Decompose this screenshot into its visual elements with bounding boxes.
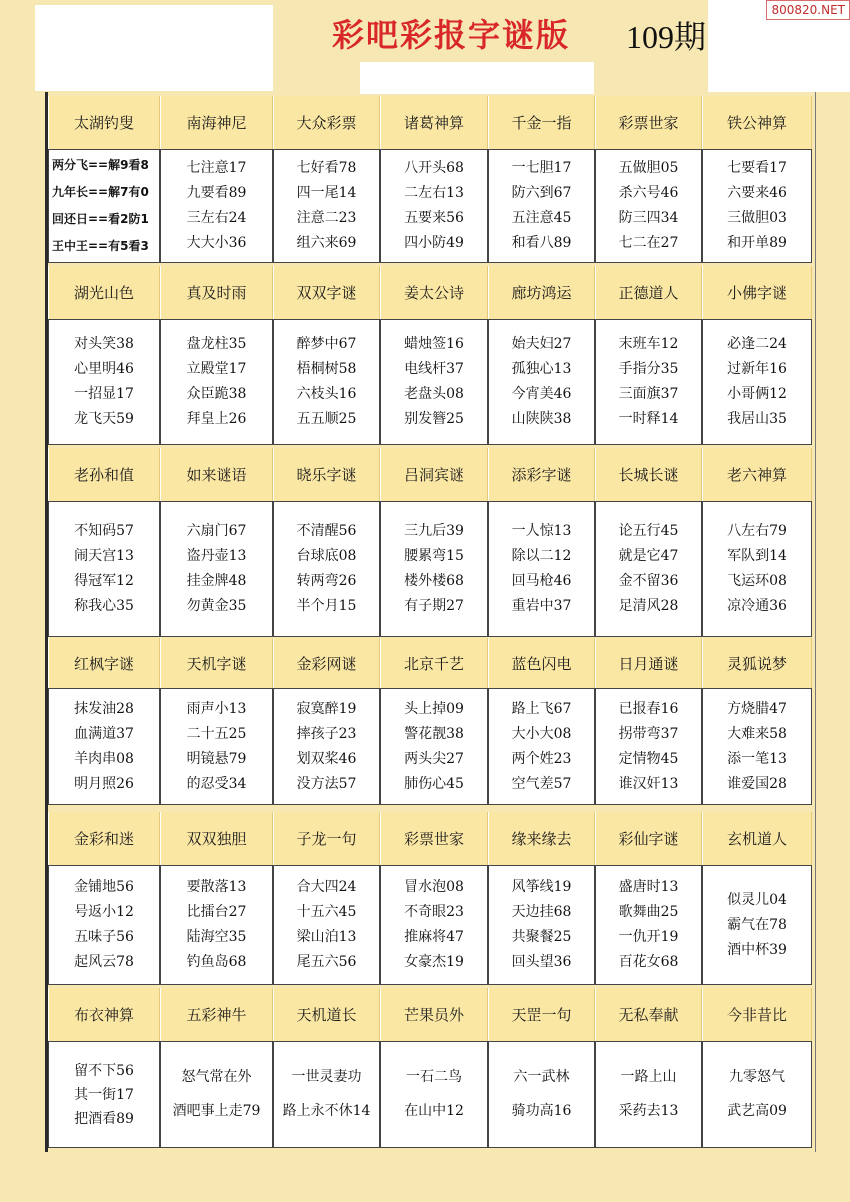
puzzle-line: 一石二鸟: [406, 1068, 462, 1085]
puzzle-line: 盛唐时13: [618, 879, 679, 895]
puzzle-cell: [595, 501, 702, 637]
puzzle-line: 一招显17: [74, 386, 134, 402]
puzzle-line: 一时释14: [618, 411, 679, 427]
puzzle-line: 电线杆37: [404, 361, 464, 377]
column-header: 老孙和值: [48, 448, 160, 501]
column-header: 天机道长: [273, 988, 380, 1041]
puzzle-line: 寂寞醉19: [296, 700, 357, 717]
column-header: 彩仙字谜: [595, 812, 702, 865]
column-header: 天罡一句: [488, 988, 595, 1041]
column-header: 小佛字谜: [702, 266, 812, 319]
puzzle-line: 和开单89: [727, 235, 787, 251]
puzzle-line: 五五顺25: [296, 411, 357, 427]
puzzle-line: 摔孩子23: [296, 725, 357, 742]
puzzle-line: 六枝头16: [296, 386, 357, 402]
puzzle-cell: [273, 319, 380, 445]
puzzle-line: 和看八89: [511, 235, 572, 251]
puzzle-line: 比擂台27: [186, 904, 247, 920]
puzzle-cell: [702, 688, 812, 805]
puzzle-cell: [380, 688, 488, 805]
puzzle-line: 其一街17: [74, 1086, 134, 1103]
puzzle-cell: [380, 1041, 488, 1148]
puzzle-line: 两头尖27: [404, 750, 464, 767]
puzzle-line: 定情物45: [618, 750, 679, 767]
puzzle-cell: [702, 865, 812, 985]
puzzle-cell: [595, 865, 702, 985]
column-header: 真及时雨: [160, 266, 273, 319]
puzzle-line: 对头笑38: [74, 336, 134, 352]
puzzle-line: 楼外楼68: [404, 573, 464, 589]
puzzle-line: 心里明46: [74, 361, 134, 377]
puzzle-line: 要散落13: [186, 879, 247, 895]
column-header: 大众彩票: [273, 96, 380, 149]
column-header: 红枫字谜: [48, 638, 160, 688]
column-header: 蓝色闪电: [488, 638, 595, 688]
puzzle-line: 防六到67: [511, 185, 572, 201]
puzzle-line: 谁汉奸13: [618, 775, 679, 792]
puzzle-cell: [488, 865, 595, 985]
puzzle-line: 始夫妇27: [511, 336, 572, 352]
puzzle-cell: [160, 1041, 273, 1148]
puzzle-cell: [160, 501, 273, 637]
puzzle-line: 似灵儿04: [727, 891, 787, 908]
column-header: 彩票世家: [380, 812, 488, 865]
puzzle-line: 不知码57: [74, 523, 134, 539]
puzzle-cell: [48, 149, 160, 263]
puzzle-line: 勿黄金35: [186, 598, 247, 614]
puzzle-line: 必逢二24: [727, 336, 787, 352]
column-header: 南海神尼: [160, 96, 273, 149]
column-header: 五彩神牛: [160, 988, 273, 1041]
puzzle-line: 起风云78: [74, 954, 134, 970]
puzzle-line: 称我心35: [74, 598, 134, 614]
puzzle-line: 四小防49: [404, 235, 464, 251]
puzzle-line: 羊肉串08: [74, 750, 134, 767]
column-header: 玄机道人: [702, 812, 812, 865]
puzzle-line: 血满道37: [74, 725, 134, 742]
puzzle-cell: [48, 865, 160, 985]
puzzle-line: 女豪杰19: [404, 954, 464, 970]
puzzle-line: 盘龙柱35: [186, 336, 247, 352]
puzzle-cell: [595, 688, 702, 805]
puzzle-line: 共聚餐25: [511, 929, 572, 945]
puzzle-line: 一人惊13: [511, 523, 572, 539]
puzzle-line: 百花女68: [618, 954, 679, 970]
puzzle-line: 的忍受34: [186, 775, 247, 792]
puzzle-line: 足清风28: [618, 598, 679, 614]
puzzle-line: 腰累弯15: [404, 548, 464, 564]
puzzle-line: 我居山35: [727, 411, 787, 427]
puzzle-cell: [48, 319, 160, 445]
puzzle-line: 蜡烛签16: [404, 336, 464, 352]
puzzle-line: 骑功高16: [511, 1103, 572, 1120]
column-header: 缘来缘去: [488, 812, 595, 865]
puzzle-line: 挂金牌48: [186, 573, 247, 589]
puzzle-line: 山陕陕38: [511, 411, 572, 427]
puzzle-line: 回还日==看2防1: [52, 212, 149, 226]
column-header: 长城长谜: [595, 448, 702, 501]
puzzle-line: 六要来46: [727, 185, 787, 201]
puzzle-cell: [48, 1041, 160, 1148]
puzzle-cell: [160, 865, 273, 985]
puzzle-line: 醉梦中67: [296, 336, 357, 352]
puzzle-line: 三左右24: [186, 210, 247, 226]
puzzle-cell: [702, 149, 812, 263]
puzzle-line: 二左右13: [404, 185, 464, 201]
puzzle-line: 防三四34: [618, 210, 679, 226]
puzzle-line: 三九后39: [404, 523, 464, 539]
column-header: 金彩和迷: [48, 812, 160, 865]
puzzle-cell: [273, 865, 380, 985]
column-header: 日月通谜: [595, 638, 702, 688]
puzzle-line: 不清醒56: [296, 523, 357, 539]
puzzle-line: 金铺地56: [74, 879, 134, 895]
puzzle-line: 回马枪46: [511, 573, 572, 589]
puzzle-line: 手指分35: [618, 361, 679, 377]
puzzle-cell: [380, 865, 488, 985]
puzzle-line: 天边挂68: [511, 904, 572, 920]
puzzle-cell: [380, 319, 488, 445]
puzzle-line: 十五六45: [296, 904, 357, 920]
column-header: 彩票世家: [595, 96, 702, 149]
puzzle-line: 孤独心13: [511, 361, 572, 377]
puzzle-line: 明月照26: [74, 775, 134, 792]
puzzle-line: 尾五六56: [296, 954, 357, 970]
puzzle-line: 武艺高09: [727, 1103, 787, 1120]
puzzle-line: 八开头68: [404, 160, 464, 176]
puzzle-line: 头上掉09: [404, 700, 464, 717]
puzzle-line: 立殿堂17: [186, 361, 247, 377]
puzzle-line: 六一武林: [513, 1068, 570, 1085]
column-header: 晓乐字谜: [273, 448, 380, 501]
puzzle-cell: [273, 688, 380, 805]
puzzle-line: 雨声小13: [186, 700, 247, 717]
puzzle-line: 注意二23: [296, 210, 357, 226]
puzzle-line: 转两弯26: [296, 573, 357, 589]
puzzle-cell: [488, 501, 595, 637]
puzzle-cell: [702, 501, 812, 637]
puzzle-line: 二十五25: [186, 725, 247, 742]
puzzle-line: 过新年16: [727, 361, 787, 377]
puzzle-line: 一世灵妻功: [291, 1068, 362, 1085]
puzzle-line: 盗丹壶13: [186, 548, 247, 564]
puzzle-line: 有子期27: [404, 598, 464, 614]
puzzle-cell: [488, 319, 595, 445]
puzzle-cell: [160, 149, 273, 263]
puzzle-cell: [273, 501, 380, 637]
column-header: 金彩网谜: [273, 638, 380, 688]
puzzle-line: 九要看89: [186, 185, 247, 201]
puzzle-line: 在山中12: [404, 1103, 464, 1120]
puzzle-line: 两分飞==解9看8: [52, 158, 149, 172]
puzzle-line: 闹天宫13: [74, 548, 134, 564]
puzzle-line: 五做胆05: [618, 160, 679, 176]
puzzle-line: 今宵美46: [511, 386, 572, 402]
puzzle-line: 拐带弯37: [618, 725, 679, 742]
puzzle-line: 酒中杯39: [727, 941, 787, 958]
puzzle-line: 重岩中37: [511, 598, 572, 614]
puzzle-line: 王中王==有5看3: [52, 239, 149, 253]
site-watermark: 800820.NET: [766, 0, 850, 20]
puzzle-line: 风筝线19: [511, 879, 572, 895]
puzzle-line: 七好看78: [296, 160, 357, 176]
puzzle-line: 九年长==解7有0: [52, 185, 149, 199]
puzzle-line: 留不下56: [74, 1062, 134, 1079]
puzzle-line: 众臣跪38: [186, 386, 247, 402]
puzzle-line: 得冠军12: [74, 573, 134, 589]
puzzle-line: 别发簪25: [404, 411, 464, 427]
puzzle-line: 七要看17: [727, 160, 787, 176]
page-title: 彩吧彩报字谜版: [332, 16, 571, 54]
puzzle-cell: [595, 149, 702, 263]
puzzle-cell: [160, 688, 273, 805]
column-header: 子龙一句: [273, 812, 380, 865]
puzzle-line: 拜皇上26: [186, 411, 247, 427]
column-header: 北京千艺: [380, 638, 488, 688]
puzzle-line: 肺伤心45: [404, 775, 464, 792]
puzzle-line: 七注意17: [186, 160, 247, 176]
column-header: 老六神算: [702, 448, 812, 501]
puzzle-line: 明镜悬79: [186, 750, 247, 767]
column-header: 正德道人: [595, 266, 702, 319]
puzzle-line: 一仇开19: [618, 929, 679, 945]
puzzle-line: 台球底08: [296, 548, 357, 564]
puzzle-line: 空气差57: [511, 775, 572, 792]
puzzle-line: 就是它47: [618, 548, 679, 564]
column-header: 灵狐说梦: [702, 638, 812, 688]
puzzle-line: 大难来58: [727, 725, 787, 742]
column-header: 如来谜语: [160, 448, 273, 501]
puzzle-line: 八左右79: [727, 523, 787, 539]
puzzle-line: 霸气在78: [727, 916, 787, 933]
puzzle-cell: [380, 149, 488, 263]
puzzle-cell: [702, 319, 812, 445]
column-header: 无私奉献: [595, 988, 702, 1041]
puzzle-line: 歌舞曲25: [618, 904, 679, 920]
puzzle-line: 没方法57: [296, 775, 357, 792]
puzzle-line: 添一笔13: [727, 750, 787, 767]
puzzle-line: 警花靓38: [404, 725, 464, 742]
puzzle-line: 采药去13: [618, 1103, 679, 1120]
puzzle-cell: [48, 501, 160, 637]
column-header: 双双字谜: [273, 266, 380, 319]
puzzle-cell: [273, 1041, 380, 1148]
puzzle-cell: [488, 149, 595, 263]
puzzle-line: 六扇门67: [186, 523, 247, 539]
column-header: 吕洞宾谜: [380, 448, 488, 501]
puzzle-line: 五味子56: [74, 929, 134, 945]
puzzle-line: 论五行45: [618, 523, 679, 539]
puzzle-cell: [702, 1041, 812, 1148]
puzzle-cell: [48, 688, 160, 805]
puzzle-cell: [380, 501, 488, 637]
puzzle-line: 老盘头08: [404, 386, 464, 402]
puzzle-cell: [488, 688, 595, 805]
puzzle-line: 军队到14: [727, 548, 787, 564]
puzzle-line: 七二在27: [618, 235, 679, 251]
column-header: 铁公神算: [702, 96, 812, 149]
top-left-blank: [35, 5, 273, 91]
puzzle-line: 除以二12: [511, 548, 572, 564]
puzzle-line: 半个月15: [296, 598, 357, 614]
puzzle-line: 钓鱼岛68: [186, 954, 247, 970]
puzzle-line: 酒吧事上走79: [172, 1103, 261, 1120]
puzzle-line: 凉冷通36: [727, 598, 787, 614]
puzzle-cell: [595, 319, 702, 445]
puzzle-line: 龙飞天59: [74, 411, 134, 427]
puzzle-line: 冒水泡08: [404, 879, 464, 895]
top-middle-blank: [360, 62, 594, 94]
puzzle-line: 小哥俩12: [727, 386, 787, 402]
puzzle-line: 方烧腊47: [727, 700, 787, 717]
column-header: 天机字谜: [160, 638, 273, 688]
puzzle-line: 一路上山: [620, 1068, 677, 1085]
column-header: 姜太公诗: [380, 266, 488, 319]
puzzle-line: 号返小12: [74, 904, 134, 920]
column-header: 布衣神算: [48, 988, 160, 1041]
puzzle-line: 陆海空35: [186, 929, 247, 945]
puzzle-line: 五注意45: [511, 210, 572, 226]
puzzle-line: 推麻将47: [404, 929, 464, 945]
column-header: 太湖钓叟: [48, 96, 160, 149]
puzzle-line: 杀六号46: [618, 185, 679, 201]
puzzle-line: 五要来56: [404, 210, 464, 226]
puzzle-line: 三做胆03: [727, 210, 787, 226]
puzzle-cell: [273, 149, 380, 263]
puzzle-cell: [160, 319, 273, 445]
puzzle-line: 末班车12: [618, 336, 679, 352]
issue-number: 109期: [626, 19, 707, 55]
puzzle-line: 路上永不休14: [282, 1103, 371, 1120]
column-header: 添彩字谜: [488, 448, 595, 501]
puzzle-line: 九零怒气: [729, 1068, 785, 1085]
puzzle-line: 划双桨46: [296, 750, 357, 767]
puzzle-line: 梁山泊13: [296, 929, 357, 945]
puzzle-line: 路上飞67: [511, 700, 572, 717]
puzzle-line: 两个姓23: [511, 750, 572, 767]
puzzle-line: 大小大08: [511, 725, 572, 742]
puzzle-line: 金不留36: [618, 573, 679, 589]
puzzle-line: 谁爱国28: [727, 775, 787, 792]
puzzle-line: 回头望36: [511, 954, 572, 970]
puzzle-cell: [488, 1041, 595, 1148]
puzzle-line: 怒气常在外: [181, 1068, 252, 1085]
column-header: 湖光山色: [48, 266, 160, 319]
puzzle-line: 组六来69: [296, 235, 357, 251]
puzzle-line: 飞运环08: [727, 573, 787, 589]
puzzle-line: 一七胆17: [511, 160, 572, 176]
puzzle-line: 把酒看89: [74, 1110, 134, 1127]
puzzle-cell: [595, 1041, 702, 1148]
puzzle-line: 大大小36: [186, 235, 247, 251]
column-header: 今非昔比: [702, 988, 812, 1041]
puzzle-line: 三面旗37: [618, 386, 679, 402]
puzzle-line: 四一尾14: [296, 185, 357, 201]
column-header: 廊坊鸿运: [488, 266, 595, 319]
column-header: 芒果员外: [380, 988, 488, 1041]
column-header: 千金一指: [488, 96, 595, 149]
puzzle-line: 合大四24: [296, 879, 357, 895]
puzzle-line: 梧桐树58: [296, 361, 357, 377]
puzzle-line: 抹发油28: [74, 700, 134, 717]
column-header: 诸葛神算: [380, 96, 488, 149]
column-header: 双双独胆: [160, 812, 273, 865]
puzzle-line: 不奇眼23: [404, 904, 464, 920]
puzzle-line: 已报春16: [618, 700, 679, 717]
